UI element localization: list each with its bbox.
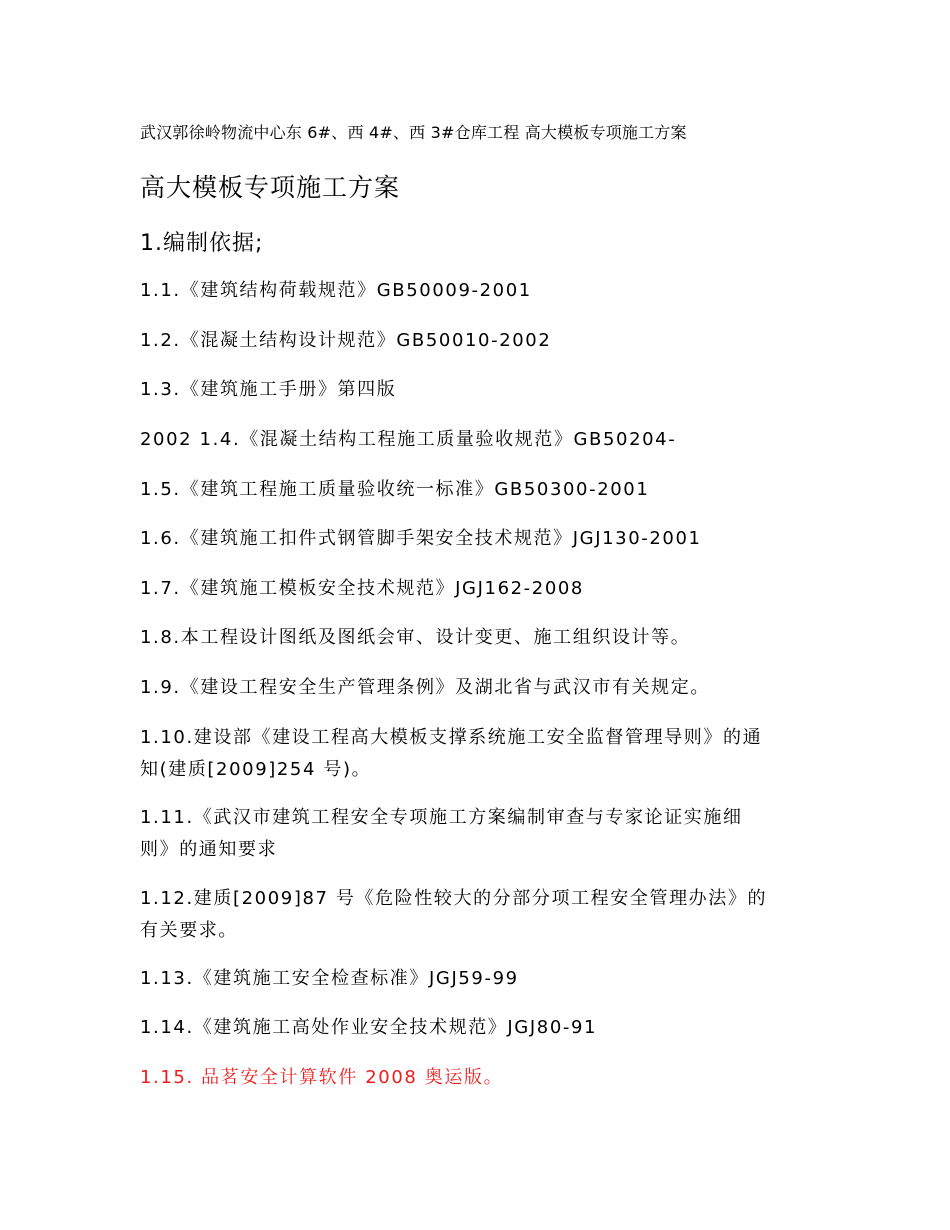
document-title: 高大模板专项施工方案 xyxy=(140,173,401,202)
reference-item-1-14 xyxy=(140,1012,820,1044)
item-line: 1.7.《建筑施工模板安全技术规范》JGJ162-2008 xyxy=(140,578,584,599)
section-heading: 1.编制依据; xyxy=(140,231,264,256)
reference-item-1-4 xyxy=(140,424,820,456)
item-line: 1.2.《混凝土结构设计规范》GB50010-2002 xyxy=(140,330,552,351)
running-header: 武汉郭徐岭物流中心东 6#、西 4#、西 3#仓库工程 高大模板专项施工方案 xyxy=(140,123,687,142)
reference-item-1-10 xyxy=(140,722,820,786)
item-line: 1.11.《武汉市建筑工程安全专项施工方案编制审查与专家论证实施细 xyxy=(140,807,743,828)
item-line: 1.12.建质[2009]87 号《危险性较大的分部分项工程安全管理办法》的 xyxy=(140,888,768,909)
reference-item-1-13 xyxy=(140,963,820,995)
item-line: 则》的通知要求 xyxy=(140,839,278,860)
reference-item-1-1 xyxy=(140,275,820,307)
reference-item-1-7 xyxy=(140,573,820,605)
item-line: 1.15. 品茗安全计算软件 2008 奥运版。 xyxy=(140,1067,504,1088)
item-line: 1.3.《建筑施工手册》第四版 xyxy=(140,379,397,400)
item-line: 知(建质[2009]254 号)。 xyxy=(140,759,372,780)
reference-item-1-6 xyxy=(140,523,820,555)
reference-item-1-11 xyxy=(140,802,820,866)
reference-item-1-8 xyxy=(140,622,820,654)
item-line: 1.8.本工程设计图纸及图纸会审、设计变更、施工组织设计等。 xyxy=(140,627,691,648)
reference-item-1-5 xyxy=(140,474,820,506)
item-line: 1.6.《建筑施工扣件式钢管脚手架安全技术规范》JGJ130-2001 xyxy=(140,528,702,549)
item-line: 1.14.《建筑施工高处作业安全技术规范》JGJ80-91 xyxy=(140,1017,598,1038)
reference-item-1-2 xyxy=(140,325,820,357)
item-line: 2002 1.4.《混凝土结构工程施工质量验收规范》GB50204- xyxy=(140,429,677,450)
item-line: 1.10.建设部《建设工程高大模板支撑系统施工安全监督管理导则》的通 xyxy=(140,727,763,748)
item-line: 1.5.《建筑工程施工质量验收统一标准》GB50300-2001 xyxy=(140,479,650,500)
item-line: 1.9.《建设工程安全生产管理条例》及湖北省与武汉市有关规定。 xyxy=(140,677,710,698)
reference-item-1-3 xyxy=(140,374,820,406)
reference-item-1-12 xyxy=(140,883,820,947)
reference-item-1-15 xyxy=(140,1062,820,1094)
item-line: 1.13.《建筑施工安全检查标准》JGJ59-99 xyxy=(140,968,519,989)
item-line: 1.1.《建筑结构荷载规范》GB50009-2001 xyxy=(140,280,532,301)
reference-item-1-9 xyxy=(140,672,820,704)
item-line: 有关要求。 xyxy=(140,920,238,941)
